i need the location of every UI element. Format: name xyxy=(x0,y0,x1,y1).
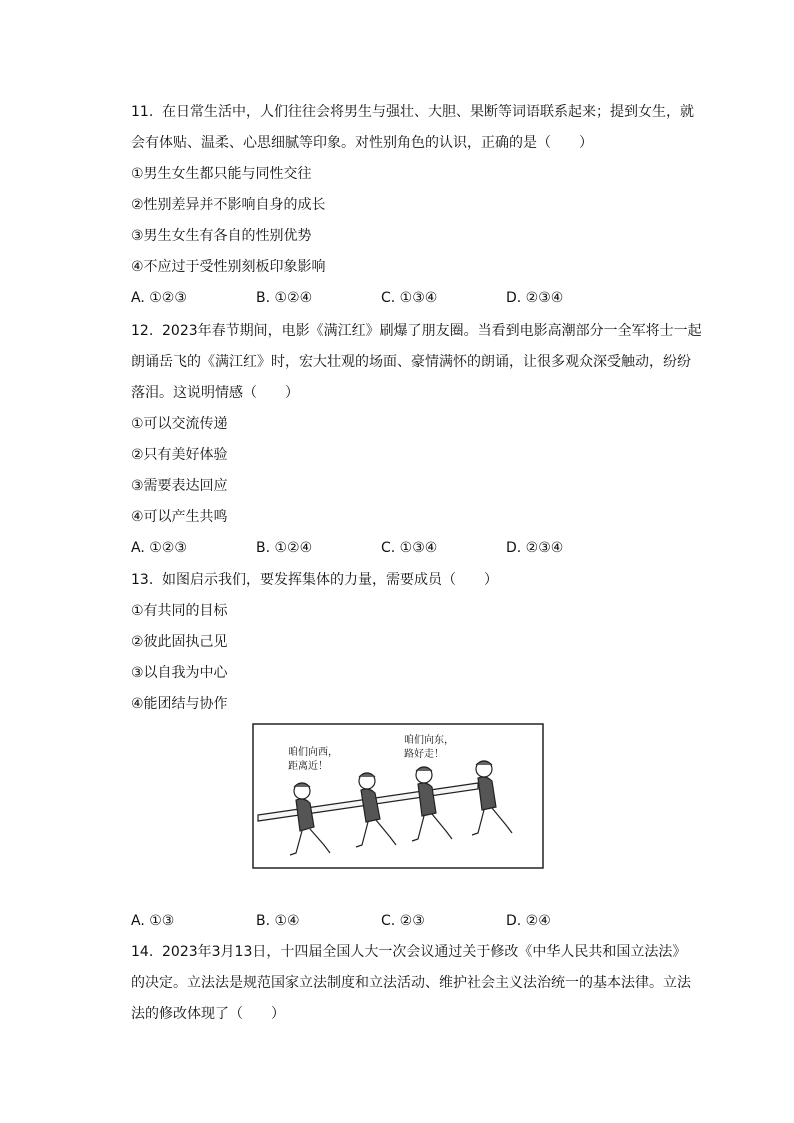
question-stem-line: 13. 如图启示我们，要发挥集体的力量，需要成员（ ） xyxy=(131,565,696,596)
answer-choices xyxy=(131,906,696,937)
choice-a[interactable]: A. ①②③ xyxy=(131,540,187,556)
choice-c[interactable]: C. ①③④ xyxy=(381,290,438,306)
choice-d[interactable]: D. ②④ xyxy=(506,913,551,929)
question-stem-line: 的决定。立法法是规范国家立法制度和立法活动、维护社会主义法治统一的基本法律。立法 xyxy=(131,975,691,991)
option-3: ③需要表达回应 xyxy=(131,478,228,494)
speech-bubble-right-line2: 路好走！ xyxy=(404,749,444,760)
option-4: ④能团结与协作 xyxy=(131,696,228,712)
question-13 xyxy=(131,565,696,720)
question-stem-line: 朗诵岳飞的《满江红》时，宏大壮观的场面、豪情满怀的朗诵，让很多观众深受触动，纷纷 xyxy=(131,354,691,370)
question-number: 13. xyxy=(131,572,154,588)
option-3: ③以自我为中心 xyxy=(131,665,228,681)
speech-bubble-right-line1: 咱们向东， xyxy=(404,735,454,746)
question-stem-line: 12. 2023年春节期间，电影《满江红》刷爆了朋友圈。当看到电影高潮部分一全军将士一起 xyxy=(131,316,696,347)
question-number: 14. xyxy=(131,944,154,960)
answer-choices xyxy=(131,533,696,564)
question-13-choices xyxy=(131,906,696,937)
choice-b[interactable]: B. ①②④ xyxy=(256,540,313,556)
choice-c[interactable]: C. ②③ xyxy=(381,913,425,929)
choice-b[interactable]: B. ①②④ xyxy=(256,290,313,306)
speech-bubble-left-line1: 咱们向西， xyxy=(288,747,338,758)
choice-d[interactable]: D. ②③④ xyxy=(506,540,564,556)
option-3: ③男生女生有各自的性别优势 xyxy=(131,228,312,244)
question-stem-line: 11. 在日常生活中，人们往往会将男生与强壮、大胆、果断等词语联系起来；提到女生，就 xyxy=(131,97,696,128)
option-4: ④不应过于受性别刻板印象影响 xyxy=(131,259,326,275)
question-12 xyxy=(131,316,702,564)
cartoon-illustration xyxy=(252,723,544,869)
choice-a[interactable]: A. ①②③ xyxy=(131,290,187,306)
question-number: 11. xyxy=(131,104,154,120)
choice-a[interactable]: A. ①③ xyxy=(131,913,175,929)
option-1: ①有共同的目标 xyxy=(131,603,228,619)
option-2: ②性别差异并不影响自身的成长 xyxy=(131,197,326,213)
speech-bubble-left-line2: 距离近！ xyxy=(288,761,328,772)
question-stem-line: 落泪。这说明情感（ ） xyxy=(131,385,299,401)
option-1: ①男生女生都只能与同性交往 xyxy=(131,166,312,182)
choice-d[interactable]: D. ②③④ xyxy=(506,290,564,306)
question-stem-line: 法的修改体现了（ ） xyxy=(131,1006,285,1022)
choice-b[interactable]: B. ①④ xyxy=(256,913,300,929)
option-2: ②彼此固执己见 xyxy=(131,634,228,650)
question-number: 12. xyxy=(131,323,154,339)
question-14 xyxy=(131,937,696,1030)
option-4: ④可以产生共鸣 xyxy=(131,509,228,525)
answer-choices xyxy=(131,283,696,314)
choice-c[interactable]: C. ①③④ xyxy=(381,540,438,556)
question-11 xyxy=(131,97,696,314)
question-stem-line: 14. 2023年3月13日，十四届全国人大一次会议通过关于修改《中华人民共和国立法法》 xyxy=(131,937,696,968)
option-1: ①可以交流传递 xyxy=(131,416,228,432)
option-2: ②只有美好体验 xyxy=(131,447,228,463)
question-stem-line: 会有体贴、温柔、心思细腻等印象。对性别角色的认识，正确的是（ ） xyxy=(131,135,593,151)
